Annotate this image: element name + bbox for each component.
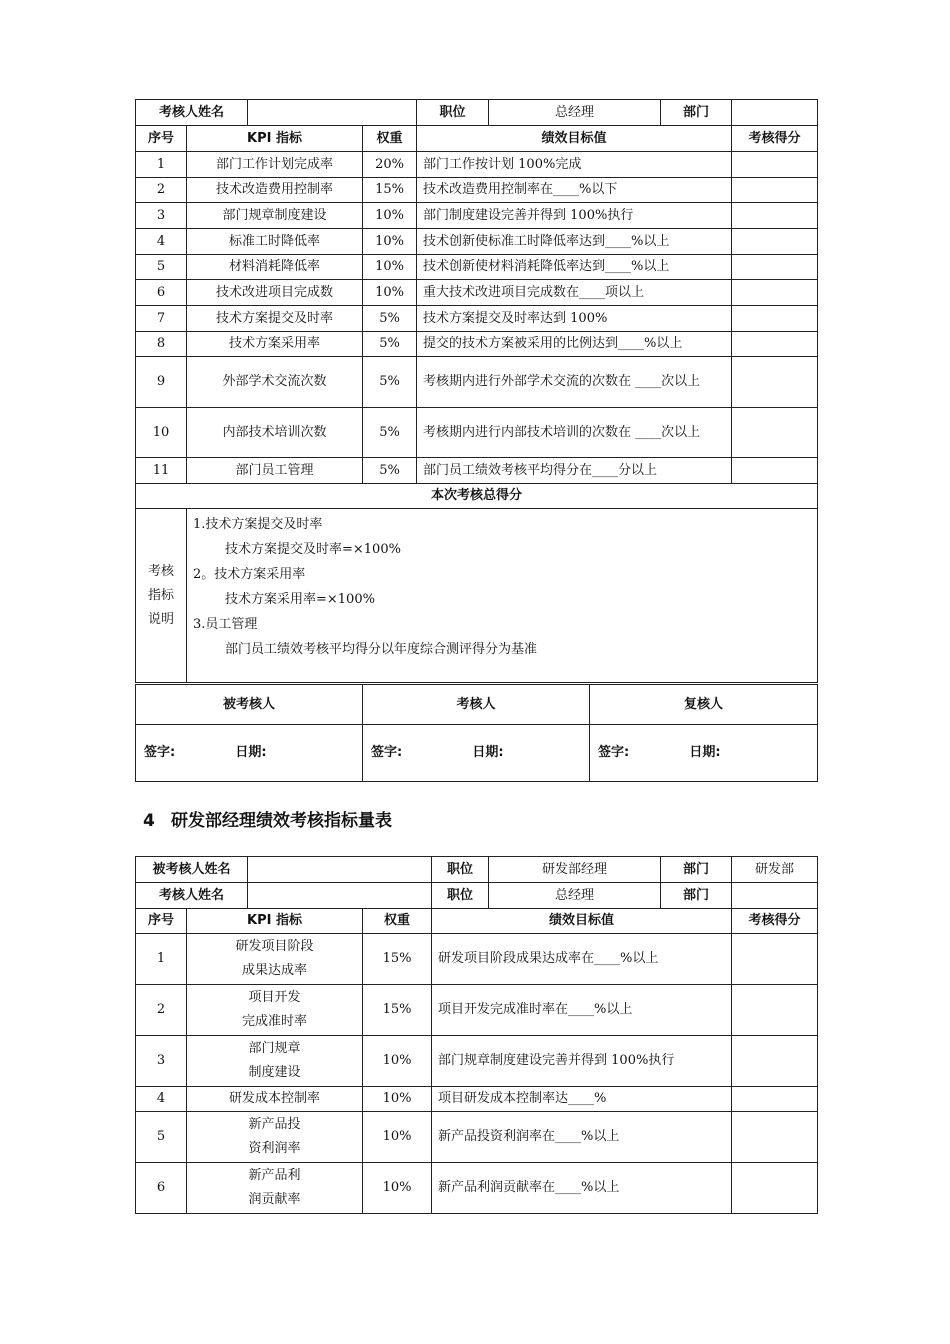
row-kpi-line2: 润贡献率: [248, 1192, 301, 1207]
row-score[interactable]: [732, 458, 818, 484]
sign-label: 签字:: [598, 745, 630, 760]
assessor-dept-value: [732, 883, 818, 909]
row-target: 研发项目阶段成果达成率在____%以上: [432, 934, 732, 985]
row-weight: 5%: [363, 458, 417, 484]
row-score[interactable]: [732, 934, 818, 985]
table-row: [136, 332, 818, 357]
col-header-kpi: KPI 指标: [187, 126, 363, 152]
explanation-content: [187, 509, 818, 683]
explanation-row: [136, 509, 818, 683]
assessor-name-value: [248, 883, 432, 909]
row-target: 技术创新使材料消耗降低率达到____%以上: [417, 255, 732, 280]
assessee-sign-cell[interactable]: [136, 725, 363, 782]
row-kpi: [187, 934, 363, 985]
row-target: 重大技术改进项目完成数在____项以上: [417, 280, 732, 306]
explanation-formula: 部门员工绩效考核平均得分以年度综合测评得分为基准: [225, 642, 538, 657]
row-kpi: 技术改造费用控制率: [187, 178, 363, 203]
signoff-sign-row: [136, 725, 818, 782]
row-weight: 15%: [363, 985, 432, 1036]
row-kpi-line2: 资利润率: [248, 1141, 301, 1156]
section-title: 研发部经理绩效考核指标量表: [171, 811, 392, 831]
assessor-name-value: [248, 100, 417, 126]
row-weight: 5%: [363, 408, 417, 458]
reviewer-sign-cell[interactable]: [590, 725, 818, 782]
col-header-target: 绩效目标值: [417, 126, 732, 152]
row-score[interactable]: [732, 985, 818, 1036]
dept-value: [732, 100, 818, 126]
row-target: 项目研发成本控制率达____%: [432, 1087, 732, 1112]
date-label: 日期:: [235, 745, 267, 760]
column-header-row: [136, 909, 818, 934]
row-no: 4: [136, 1087, 187, 1112]
explanation-formula: 技术方案提交及时率=×100%: [225, 542, 401, 557]
row-target: 部门规章制度建设完善并得到 100%执行: [432, 1036, 732, 1087]
table-row: [136, 934, 818, 985]
table-row: [136, 178, 818, 203]
reviewer-label: 复核人: [590, 685, 818, 725]
row-score[interactable]: [732, 306, 818, 332]
table-row: [136, 1163, 818, 1214]
row-target: 考核期内进行内部技术培训的次数在 ____次以上: [417, 408, 732, 458]
row-kpi-line1: 部门规章: [248, 1041, 301, 1056]
row-score[interactable]: [732, 229, 818, 255]
dept-label: 部门: [661, 100, 732, 126]
assessee-label: 被考核人: [136, 685, 363, 725]
row-score[interactable]: [732, 255, 818, 280]
row-no: 11: [136, 458, 187, 484]
row-target: 提交的技术方案被采用的比例达到____%以上: [417, 332, 732, 357]
row-no: 4: [136, 229, 187, 255]
row-no: 6: [136, 280, 187, 306]
row-weight: 10%: [363, 1087, 432, 1112]
col-header-kpi: KPI 指标: [187, 909, 363, 934]
row-no: 2: [136, 178, 187, 203]
row-no: 5: [136, 255, 187, 280]
row-target: 部门制度建设完善并得到 100%执行: [417, 203, 732, 229]
row-kpi-line1: 研发项目阶段: [235, 939, 314, 954]
assessor-position-value: 总经理: [489, 883, 661, 909]
row-score[interactable]: [732, 1036, 818, 1087]
table-row: [136, 458, 818, 484]
row-no: 3: [136, 203, 187, 229]
row-kpi-line1: 新产品投: [248, 1117, 301, 1132]
row-kpi: [187, 1112, 363, 1163]
table-row: [136, 408, 818, 458]
row-target: 项目开发完成准时率在____%以上: [432, 985, 732, 1036]
dept-label: 部门: [661, 883, 732, 909]
total-score-label: 本次考核总得分: [136, 484, 818, 509]
row-score[interactable]: [732, 357, 818, 408]
row-score[interactable]: [732, 408, 818, 458]
col-header-weight: 权重: [363, 909, 432, 934]
assessee-name-label: 被考核人姓名: [136, 857, 248, 883]
table-row: [136, 1112, 818, 1163]
row-weight: 10%: [363, 1163, 432, 1214]
row-target: 技术改造费用控制率在____%以下: [417, 178, 732, 203]
row-no: 2: [136, 985, 187, 1036]
explanation-line: 1.技术方案提交及时率: [193, 517, 323, 532]
col-header-no: 序号: [136, 126, 187, 152]
table-row: [136, 229, 818, 255]
col-header-score: 考核得分: [732, 126, 818, 152]
row-kpi-line1: 新产品利: [248, 1168, 301, 1183]
explanation-line: 2。技术方案采用率: [193, 567, 306, 582]
explanation-line: 3.员工管理: [193, 617, 258, 632]
row-weight: 10%: [363, 255, 417, 280]
row-target: 新产品利润贡献率在____%以上: [432, 1163, 732, 1214]
row-kpi: [187, 985, 363, 1036]
row-weight: 10%: [363, 1036, 432, 1087]
row-score[interactable]: [732, 1087, 818, 1112]
row-weight: 10%: [363, 229, 417, 255]
row-weight: 5%: [363, 357, 417, 408]
table-row: [136, 203, 818, 229]
table-row: [136, 1036, 818, 1087]
row-target: 技术方案提交及时率达到 100%: [417, 306, 732, 332]
row-kpi: 部门工作计划完成率: [187, 152, 363, 178]
col-header-no: 序号: [136, 909, 187, 934]
row-weight: 15%: [363, 178, 417, 203]
row-kpi-line1: 项目开发: [248, 990, 301, 1005]
signoff-header-row: [136, 685, 818, 725]
header-row: [136, 100, 818, 126]
assessee-position-value: 研发部经理: [489, 857, 661, 883]
position-label: 职位: [432, 883, 489, 909]
row-no: 9: [136, 357, 187, 408]
table-row: [136, 280, 818, 306]
assessor-name-label: 考核人姓名: [136, 883, 248, 909]
assessee-dept-value: 研发部: [732, 857, 818, 883]
row-score[interactable]: [732, 1112, 818, 1163]
row-no: 5: [136, 1112, 187, 1163]
row-target: 技术创新使标准工时降低率达到____%以上: [417, 229, 732, 255]
row-kpi: 研发成本控制率: [187, 1087, 363, 1112]
row-score[interactable]: [732, 1163, 818, 1214]
row-score[interactable]: [732, 332, 818, 357]
assessee-name-value: [248, 857, 432, 883]
date-label: 日期:: [689, 745, 721, 760]
kpi-table-rd-manager: [135, 856, 818, 1214]
row-kpi: [187, 1163, 363, 1214]
row-weight: 10%: [363, 1112, 432, 1163]
row-kpi: 技术改进项目完成数: [187, 280, 363, 306]
row-no: 6: [136, 1163, 187, 1214]
row-no: 1: [136, 934, 187, 985]
row-kpi: 部门员工管理: [187, 458, 363, 484]
table-row: [136, 152, 818, 178]
row-weight: 10%: [363, 280, 417, 306]
explanation-formula: 技术方案采用率=×100%: [225, 592, 375, 607]
assessee-header-row: [136, 857, 818, 883]
assessor-name-label: 考核人姓名: [136, 100, 248, 126]
dept-label: 部门: [661, 857, 732, 883]
col-header-score: 考核得分: [732, 909, 818, 934]
section-heading: [143, 806, 392, 831]
position-value: 总经理: [489, 100, 661, 126]
row-weight: 5%: [363, 306, 417, 332]
table-row: [136, 1087, 818, 1112]
row-kpi: 技术方案提交及时率: [187, 306, 363, 332]
row-weight: 5%: [363, 332, 417, 357]
explanation-label: 考核指标说明: [136, 509, 187, 683]
assessor-label: 考核人: [363, 685, 590, 725]
row-kpi: 技术方案采用率: [187, 332, 363, 357]
sign-label: 签字:: [371, 745, 403, 760]
col-header-target: 绩效目标值: [432, 909, 732, 934]
row-kpi: 外部学术交流次数: [187, 357, 363, 408]
position-label: 职位: [432, 857, 489, 883]
position-label: 职位: [417, 100, 489, 126]
row-target: 部门工作按计划 100%完成: [417, 152, 732, 178]
total-score-row: [136, 484, 818, 509]
table-row: [136, 985, 818, 1036]
row-weight: 20%: [363, 152, 417, 178]
row-kpi: 标准工时降低率: [187, 229, 363, 255]
signoff-table: [135, 684, 818, 782]
row-no: 10: [136, 408, 187, 458]
assessor-sign-cell[interactable]: [363, 725, 590, 782]
row-kpi: 材料消耗降低率: [187, 255, 363, 280]
col-header-weight: 权重: [363, 126, 417, 152]
row-no: 8: [136, 332, 187, 357]
row-target: 部门员工绩效考核平均得分在____分以上: [417, 458, 732, 484]
row-score[interactable]: [732, 203, 818, 229]
assessor-header-row: [136, 883, 818, 909]
row-target: 考核期内进行外部学术交流的次数在 ____次以上: [417, 357, 732, 408]
row-kpi: 内部技术培训次数: [187, 408, 363, 458]
section-number: 4: [143, 811, 155, 831]
row-kpi-line2: 完成准时率: [242, 1014, 308, 1029]
sign-label: 签字:: [144, 745, 176, 760]
row-no: 3: [136, 1036, 187, 1087]
row-weight: 10%: [363, 203, 417, 229]
row-target: 新产品投资利润率在____%以上: [432, 1112, 732, 1163]
row-kpi-line2: 成果达成率: [242, 963, 308, 978]
table-row: [136, 306, 818, 332]
row-weight: 15%: [363, 934, 432, 985]
row-no: 1: [136, 152, 187, 178]
row-no: 7: [136, 306, 187, 332]
row-kpi: 部门规章制度建设: [187, 203, 363, 229]
table-row: [136, 357, 818, 408]
row-kpi-line2: 制度建设: [248, 1065, 301, 1080]
table-row: [136, 255, 818, 280]
row-score[interactable]: [732, 178, 818, 203]
date-label: 日期:: [472, 745, 504, 760]
row-score[interactable]: [732, 152, 818, 178]
row-kpi: [187, 1036, 363, 1087]
kpi-table-general-manager: [135, 99, 818, 683]
row-score[interactable]: [732, 280, 818, 306]
column-header-row: [136, 126, 818, 152]
